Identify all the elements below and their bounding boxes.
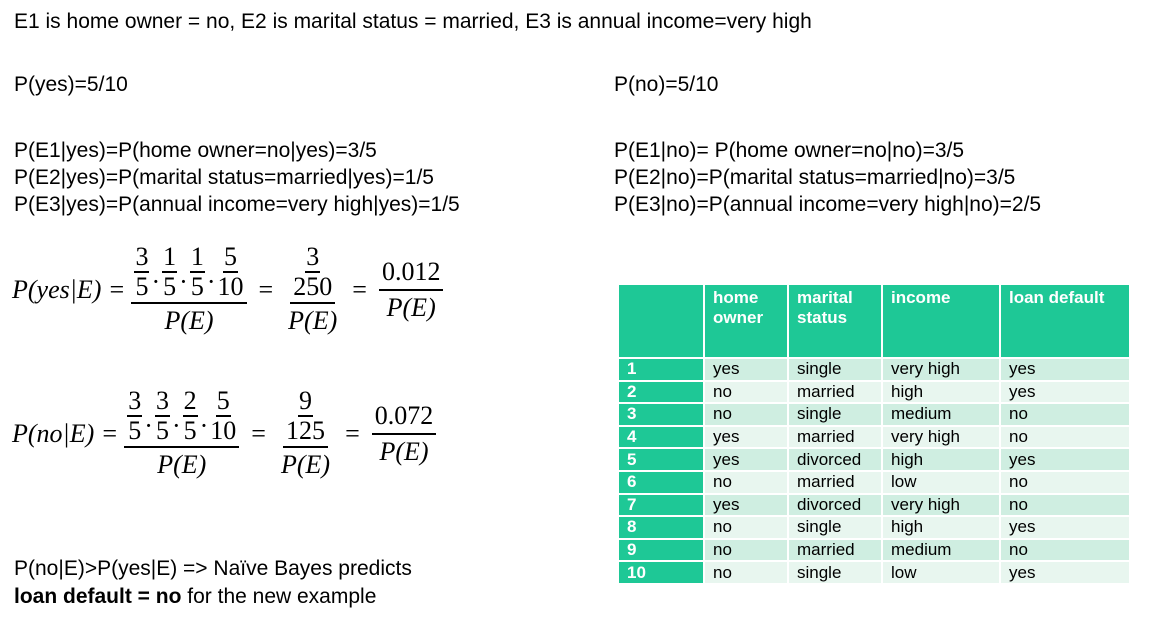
formula-no: P(no|E) = 3 5 · 3 5 · 2 5 · 5 10 P(E) = 9 125 P(E) = $\frac{0.072}{P(E)}$ xyxy=(12,388,442,480)
table-cell: medium xyxy=(882,403,1000,426)
table-cell: yes xyxy=(1000,561,1130,583)
formula-yes: P(yes|E) = 3 5 · 1 5 · 1 5 · 5 10 P(E) = 3 250 P(E) = $\frac{0.012}{P(E)}$ xyxy=(12,244,449,336)
factor: 3 5 xyxy=(128,386,142,445)
table-cell: no xyxy=(704,381,788,404)
factor: 3 5 xyxy=(135,242,149,301)
factor: 5 10 xyxy=(217,242,244,301)
formula-yes-main-fraction: 3 5 · 1 5 · 1 5 · 5 10 P(E) xyxy=(131,244,246,336)
table-cell: very high xyxy=(882,426,1000,449)
table-row-index: 1 xyxy=(619,358,704,381)
table-cell: yes xyxy=(1000,381,1130,404)
conclusion-bold: loan default = no xyxy=(14,585,182,608)
table-row-index: 6 xyxy=(619,471,704,494)
table-cell: yes xyxy=(1000,448,1130,471)
likelihood-no-2: P(E2|no)=P(marital status=married|no)=3/5 xyxy=(614,166,1016,189)
formula-no-main-fraction: 3 5 · 3 5 · 2 5 · 5 10 P(E) xyxy=(124,388,239,480)
table-row-index: 4 xyxy=(619,426,704,449)
likelihood-yes-1: P(E1|yes)=P(home owner=no|yes)=3/5 xyxy=(14,139,377,162)
table-cell: married xyxy=(788,471,882,494)
table-cell: very high xyxy=(882,494,1000,517)
table-cell: no xyxy=(704,471,788,494)
table-cell: divorced xyxy=(788,448,882,471)
table-cell: yes xyxy=(704,494,788,517)
table-row-index: 9 xyxy=(619,539,704,562)
table-cell: yes xyxy=(704,426,788,449)
formula-no-mid-fraction: 9 125 P(E) xyxy=(280,386,331,479)
likelihood-no-1: P(E1|no)= P(home owner=no|no)=3/5 xyxy=(614,139,965,162)
formula-yes-result-fraction: $\frac{0.012}{P(E)}$ xyxy=(379,257,444,323)
factor: 1 5 xyxy=(190,242,204,301)
table-cell: yes xyxy=(704,448,788,471)
table-cell: no xyxy=(1000,494,1130,517)
factor: 5 10 xyxy=(210,386,237,445)
table-header-index xyxy=(619,285,704,358)
table-cell: single xyxy=(788,516,882,539)
table-cell: low xyxy=(882,471,1000,494)
table-header-row xyxy=(619,285,1130,358)
likelihood-no-3: P(E3|no)=P(annual income=very high|no)=2/5 xyxy=(614,193,1042,216)
table-cell: yes xyxy=(1000,516,1130,539)
table-cell: divorced xyxy=(788,494,882,517)
table-cell: yes xyxy=(704,358,788,381)
table-row-index: 3 xyxy=(619,403,704,426)
table-row-index: 10 xyxy=(619,561,704,583)
training-data-table xyxy=(619,285,1131,583)
table-cell: married xyxy=(788,381,882,404)
factor: 1 5 xyxy=(163,242,177,301)
table-cell: married xyxy=(788,426,882,449)
likelihood-yes-3: P(E3|yes)=P(annual income=very high|yes)=1/5 xyxy=(14,193,460,216)
factor: 2 5 xyxy=(183,386,197,445)
table-row xyxy=(619,516,1130,539)
table-cell: yes xyxy=(1000,358,1130,381)
conclusion-rest: for the new example xyxy=(181,585,377,608)
table-header-income: income xyxy=(882,285,1000,358)
table-cell: no xyxy=(1000,471,1130,494)
table-header-loan-default: loan default xyxy=(1000,285,1130,358)
table-cell: no xyxy=(704,539,788,562)
table-cell: single xyxy=(788,561,882,583)
table-cell: very high xyxy=(882,358,1000,381)
table-cell: no xyxy=(1000,539,1130,562)
table-row xyxy=(619,426,1130,449)
conclusion-line-1: P(no|E)>P(yes|E) => Naïve Bayes predicts xyxy=(14,557,412,580)
prior-yes: P(yes)=5/10 xyxy=(14,73,128,96)
table-row xyxy=(619,561,1130,583)
table-row xyxy=(619,494,1130,517)
formula-yes-mid-fraction: 3 250 P(E) xyxy=(288,242,338,335)
table-row-index: 2 xyxy=(619,381,704,404)
table-cell: no xyxy=(1000,403,1130,426)
table-cell: low xyxy=(882,561,1000,583)
table-cell: single xyxy=(788,403,882,426)
table-row-index: 8 xyxy=(619,516,704,539)
table-row-index: 7 xyxy=(619,494,704,517)
table-cell: high xyxy=(882,448,1000,471)
prior-no: P(no)=5/10 xyxy=(614,73,719,96)
table-row xyxy=(619,358,1130,381)
table-row xyxy=(619,539,1130,562)
evidence-definition: E1 is home owner = no, E2 is marital status = married, E3 is annual income=very high xyxy=(14,10,812,33)
table-cell: single xyxy=(788,358,882,381)
table-header-home-owner: home owner xyxy=(704,285,788,358)
table-cell: married xyxy=(788,539,882,562)
formula-no-result-fraction: $\frac{0.072}{P(E)}$ xyxy=(372,401,437,467)
likelihood-yes-2: P(E2|yes)=P(marital status=married|yes)=1/5 xyxy=(14,166,434,189)
table-row xyxy=(619,381,1130,404)
table-cell: high xyxy=(882,381,1000,404)
table-cell: no xyxy=(704,561,788,583)
table-row xyxy=(619,448,1130,471)
table-header-marital-status: marital status xyxy=(788,285,882,358)
table-row-index: 5 xyxy=(619,448,704,471)
formula-no-lhs: P(no|E) = xyxy=(12,419,119,448)
table-cell: high xyxy=(882,516,1000,539)
factor: 3 5 xyxy=(155,386,169,445)
formula-yes-lhs: P(yes|E) = xyxy=(12,275,126,304)
table-cell: no xyxy=(704,516,788,539)
table-cell: no xyxy=(1000,426,1130,449)
table-cell: medium xyxy=(882,539,1000,562)
conclusion-line-2 xyxy=(14,585,376,609)
table-row xyxy=(619,471,1130,494)
table-row xyxy=(619,403,1130,426)
table-cell: no xyxy=(704,403,788,426)
